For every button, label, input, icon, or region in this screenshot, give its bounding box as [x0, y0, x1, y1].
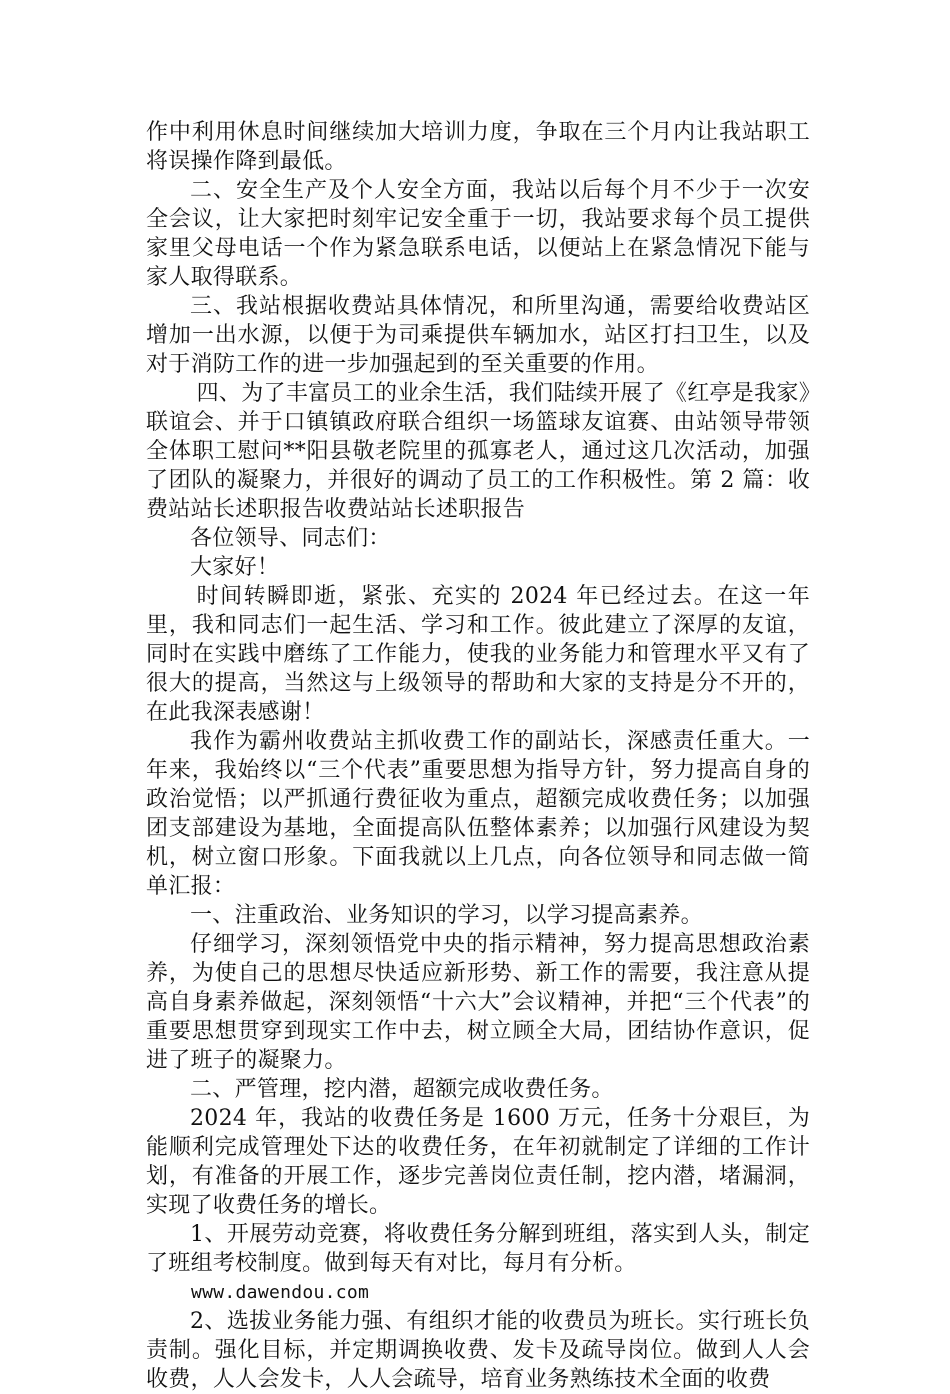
paragraph-safety: 二、安全生产及个人安全方面，我站以后每个月不少于一次安全会议，让大家把时刻牢记安全重于一切，我站要求每个员工提供家里父母电话一个作为紧急联系电话，以便站上在紧急情况下能与家人取得联系。: [146, 178, 810, 290]
document-page: [146, 118, 810, 1394]
heading-management: 二、严管理，挖内潜，超额完成收费任务。: [190, 1077, 614, 1102]
paragraph-labor-competition: 1、开展劳动竞赛，将收费任务分解到班组，落实到人头，制定了班组考校制度。做到每天有对比，每月有分析。: [146, 1222, 810, 1276]
paragraph-greeting-all: 大家好！: [190, 555, 280, 580]
paragraph-activities: 四、为了丰富员工的业余生活，我们陆续开展了《红亭是我家》联谊会、并于口镇镇政府联合组织一场篮球友谊赛、由站领导带领全体职工慰问**阳县敬老院里的孤寡老人，通过这几次活动，加强了团队的凝聚力，并很好的调动了员工的工作积极性。第 2 篇：收费站站长述职报告收费站站长述职报告: [146, 381, 810, 522]
paragraph-greeting-leaders: 各位领导、同志们：: [190, 526, 391, 551]
heading-political-study: 一、注重政治、业务知识的学习，以学习提高素养。: [190, 903, 703, 928]
paragraph-study-detail: 仔细学习，深刻领悟党中央的指示精神，努力提高思想政治素养，为使自己的思想尽快适应新形势、新工作的需要，我注意从提高自身素养做起，深刻领悟“十六大”会议精神，并把“三个代表”的重要思想贯穿到现实工作中去，树立顾全大局，团结协作意识，促进了班子的凝聚力。: [146, 932, 810, 1073]
paragraph-water-source: 三、我站根据收费站具体情况，和所里沟通，需要给收费站区增加一出水源，以便于为司乘提供车辆加水，站区打扫卫生，以及对于消防工作的进一步加强起到的至关重要的作用。: [146, 294, 810, 377]
paragraph-role: 我作为霸州收费站主抓收费工作的副站长，深感责任重大。一年来，我始终以“三个代表”重要思想为指导方针，努力提高自身的政治觉悟；以严抓通行费征收为重点，超额完成收费任务；以加强团支部建设为基地，全面提高队伍整体素养；以加强行风建设为契机，树立窗口形象。下面我就以上几点，向各位领导和同志做一简单汇报：: [146, 729, 810, 899]
watermark-url: www.dawendou.com: [191, 1282, 370, 1303]
paragraph-training-continued: 作中利用休息时间继续加大培训力度，争取在三个月内让我站职工将误操作降到最低。: [146, 120, 810, 174]
paragraph-toll-task: 2024 年，我站的收费任务是 1600 万元，任务十分艰巨，为能顺利完成管理处下达的收费任务，在年初就制定了详细的工作计划，有准备的开展工作，逐步完善岗位责任制，挖内潜，堵漏洞，实现了收费任务的增长。: [146, 1106, 810, 1218]
paragraph-team-leaders: 2、选拔业务能力强、有组织才能的收费员为班长。实行班长负责制。强化目标，并定期调换收费、发卡及疏导岗位。做到人人会收费，人人会发卡，人人会疏导，培育业务熟练技术全面的收费: [146, 1309, 810, 1392]
paragraph-year-review: 时间转瞬即逝，紧张、充实的 2024 年已经过去。在这一年里，我和同志们一起生活、学习和工作。彼此建立了深厚的友谊，同时在实践中磨练了工作能力，使我的业务能力和管理水平又有了很大的提高，当然这与上级领导的帮助和大家的支持是分不开的，在此我深表感谢！: [146, 584, 810, 725]
